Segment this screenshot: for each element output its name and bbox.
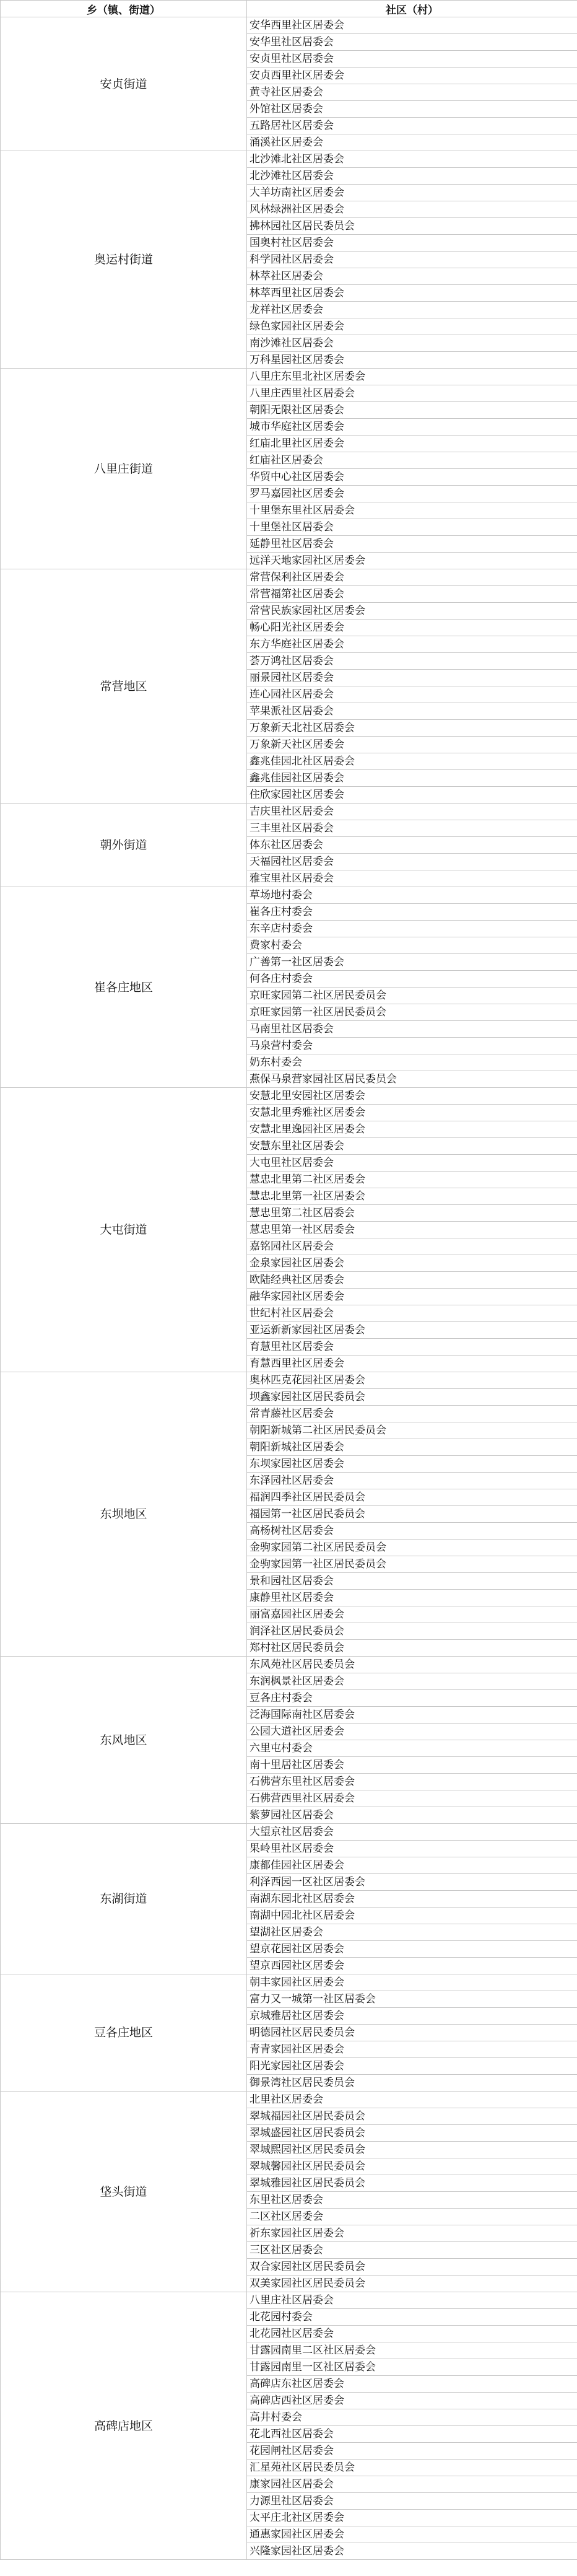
community-cell: 安慧北里安园社区居委会 xyxy=(247,1088,577,1105)
community-cell: 城市华庭社区居委会 xyxy=(247,419,577,436)
community-cell: 体东社区居委会 xyxy=(247,837,577,854)
community-cell: 御景湾社区居民委员会 xyxy=(247,2075,577,2092)
community-cell: 荟万鸿社区居委会 xyxy=(247,653,577,670)
community-cell: 何各庄村委会 xyxy=(247,971,577,988)
community-cell: 南湖中园北社区居委会 xyxy=(247,1908,577,1924)
community-cell: 鑫兆佳园北社区居委会 xyxy=(247,753,577,770)
community-cell: 通惠家园社区居委会 xyxy=(247,2526,577,2543)
community-cell: 融华家园社区居委会 xyxy=(247,1289,577,1305)
community-column-header: 社区（村） xyxy=(247,1,577,17)
community-cell: 朝阳无限社区居委会 xyxy=(247,402,577,419)
community-cell: 翠城熙园社区居民委员会 xyxy=(247,2142,577,2158)
community-cell: 安贞西里社区居委会 xyxy=(247,68,577,84)
community-cell: 安华西里社区居委会 xyxy=(247,17,577,34)
community-cell: 望湖社区居委会 xyxy=(247,1924,577,1941)
community-cell: 安慧北里秀雅社区居委会 xyxy=(247,1105,577,1121)
district-column-header: 乡（镇、街道） xyxy=(1,1,247,17)
table-body xyxy=(1,17,577,2560)
community-cell: 安贞里社区居委会 xyxy=(247,51,577,68)
table-row xyxy=(1,1824,577,1841)
community-cell: 欧陆经典社区居委会 xyxy=(247,1272,577,1289)
community-cell: 高杨树社区居委会 xyxy=(247,1523,577,1540)
community-cell: 大屯里社区居委会 xyxy=(247,1155,577,1172)
community-cell: 八里庄西里社区居委会 xyxy=(247,385,577,402)
community-cell: 罗马嘉园社区居委会 xyxy=(247,486,577,502)
community-cell: 三区社区居委会 xyxy=(247,2242,577,2259)
community-cell: 花园闸社区居委会 xyxy=(247,2443,577,2460)
community-cell: 翠城盛园社区居民委员会 xyxy=(247,2125,577,2142)
community-cell: 京旺家园第二社区居民委员会 xyxy=(247,988,577,1004)
table-row xyxy=(1,804,577,820)
community-cell: 安慧东里社区居委会 xyxy=(247,1138,577,1155)
community-cell: 涌溪社区居委会 xyxy=(247,134,577,151)
community-cell: 三丰里社区居委会 xyxy=(247,820,577,837)
community-cell: 广善第一社区居委会 xyxy=(247,954,577,971)
community-cell: 常青藤社区居委会 xyxy=(247,1406,577,1422)
community-cell: 马泉营村委会 xyxy=(247,1038,577,1054)
community-cell: 翠城馨园社区居民委员会 xyxy=(247,2158,577,2175)
community-cell: 常营保利社区居委会 xyxy=(247,569,577,586)
district-cell: 八里庄街道 xyxy=(1,369,247,569)
community-cell: 东辛店村委会 xyxy=(247,921,577,937)
community-cell: 五路居社区居委会 xyxy=(247,118,577,134)
table-row xyxy=(1,1088,577,1105)
table-row xyxy=(1,1657,577,1673)
community-cell: 龙祥社区居委会 xyxy=(247,302,577,318)
community-cell: 东方华庭社区居委会 xyxy=(247,636,577,653)
community-cell: 景和园社区居委会 xyxy=(247,1573,577,1590)
community-cell: 福园第一社区居民委员会 xyxy=(247,1506,577,1523)
community-cell: 青青家园社区居委会 xyxy=(247,2041,577,2058)
community-cell: 东润枫景社区居委会 xyxy=(247,1673,577,1690)
community-cell: 石佛营东里社区居委会 xyxy=(247,1774,577,1790)
community-cell: 金泉家园社区居委会 xyxy=(247,1255,577,1272)
community-cell: 二区社区居委会 xyxy=(247,2209,577,2225)
community-cell: 马南里社区居委会 xyxy=(247,1021,577,1038)
community-cell: 鑫兆佳园社区居委会 xyxy=(247,770,577,787)
district-cell: 常营地区 xyxy=(1,569,247,804)
community-cell: 拂林园社区居民委员会 xyxy=(247,218,577,235)
district-cell: 东湖街道 xyxy=(1,1824,247,1974)
community-cell: 兴隆家园社区居委会 xyxy=(247,2543,577,2560)
community-cell: 畅心阳光社区居委会 xyxy=(247,620,577,636)
district-cell: 崔各庄地区 xyxy=(1,887,247,1088)
community-cell: 天福园社区居委会 xyxy=(247,854,577,870)
community-cell: 北里社区居委会 xyxy=(247,2092,577,2108)
community-cell: 万象新天北社区居委会 xyxy=(247,720,577,737)
community-cell: 高碑店西社区居委会 xyxy=(247,2393,577,2409)
community-cell: 林萃西里社区居委会 xyxy=(247,285,577,302)
community-cell: 绿色家园社区居委会 xyxy=(247,318,577,335)
district-cell: 东风地区 xyxy=(1,1657,247,1824)
community-cell: 安华里社区居委会 xyxy=(247,34,577,51)
community-cell: 南沙滩社区居委会 xyxy=(247,335,577,352)
community-cell: 朝丰家园社区居委会 xyxy=(247,1974,577,1991)
community-cell: 高碑店东社区居委会 xyxy=(247,2376,577,2393)
community-cell: 公园大道社区居委会 xyxy=(247,1724,577,1740)
community-cell: 汇星苑社区居民委员会 xyxy=(247,2460,577,2476)
community-cell: 科学园社区居委会 xyxy=(247,252,577,268)
community-cell: 东里社区居委会 xyxy=(247,2192,577,2209)
community-cell: 泛海国际南社区居委会 xyxy=(247,1707,577,1724)
community-cell: 石佛营西里社区居委会 xyxy=(247,1790,577,1807)
community-cell: 黄寺社区居委会 xyxy=(247,84,577,101)
community-cell: 延静里社区居委会 xyxy=(247,536,577,553)
community-cell: 安慧北里逸园社区居委会 xyxy=(247,1121,577,1138)
community-cell: 康静里社区居委会 xyxy=(247,1590,577,1606)
community-cell: 育慧西里社区居委会 xyxy=(247,1356,577,1372)
district-cell: 垡头街道 xyxy=(1,2092,247,2292)
community-cell: 北花园村委会 xyxy=(247,2309,577,2326)
community-cell: 康家园社区居委会 xyxy=(247,2476,577,2493)
community-cell: 大羊坊南社区居委会 xyxy=(247,185,577,201)
community-cell: 郑村社区居民委员会 xyxy=(247,1640,577,1657)
community-cell: 育慧里社区居委会 xyxy=(247,1339,577,1356)
community-cell: 东风苑社区居民委员会 xyxy=(247,1657,577,1673)
table-row xyxy=(1,2092,577,2108)
community-cell: 坝鑫家园社区居民委员会 xyxy=(247,1389,577,1406)
community-cell: 吉庆里社区居委会 xyxy=(247,804,577,820)
community-cell: 紫萝园社区居委会 xyxy=(247,1807,577,1824)
community-cell: 朝阳新城社区居委会 xyxy=(247,1439,577,1456)
community-cell: 北沙滩社区居委会 xyxy=(247,168,577,185)
community-cell: 翠城福园社区居民委员会 xyxy=(247,2108,577,2125)
community-cell: 红庙社区居委会 xyxy=(247,452,577,469)
community-cell: 太平庄北社区居委会 xyxy=(247,2510,577,2526)
community-cell: 国奥村社区居委会 xyxy=(247,235,577,252)
community-cell: 阳光家园社区居委会 xyxy=(247,2058,577,2075)
community-cell: 高井村委会 xyxy=(247,2409,577,2426)
community-cell: 果岭里社区居委会 xyxy=(247,1841,577,1857)
community-cell: 红庙北里社区居委会 xyxy=(247,436,577,452)
community-cell: 八里庄东里北社区居委会 xyxy=(247,369,577,385)
community-cell: 外馆社区居委会 xyxy=(247,101,577,118)
community-cell: 世纪村社区居委会 xyxy=(247,1305,577,1322)
community-cell: 万象新天社区居委会 xyxy=(247,737,577,753)
community-cell: 八里庄社区居委会 xyxy=(247,2292,577,2309)
district-cell: 豆各庄地区 xyxy=(1,1974,247,2092)
community-cell: 翠城雅园社区居民委员会 xyxy=(247,2175,577,2192)
community-cell: 雅宝里社区居委会 xyxy=(247,870,577,887)
community-cell: 六里屯村委会 xyxy=(247,1740,577,1757)
community-cell: 常营福第社区居委会 xyxy=(247,586,577,603)
community-cell: 京城雅居社区居委会 xyxy=(247,2008,577,2025)
community-cell: 丽富嘉园社区居委会 xyxy=(247,1606,577,1623)
community-cell: 甘露园南里二区社区居委会 xyxy=(247,2342,577,2359)
table-row xyxy=(1,887,577,904)
table-row xyxy=(1,151,577,168)
community-cell: 明德园社区居民委员会 xyxy=(247,2025,577,2041)
community-cell: 万科星园社区居委会 xyxy=(247,352,577,369)
community-cell: 常营民族家园社区居委会 xyxy=(247,603,577,620)
community-cell: 双合家园社区居民委员会 xyxy=(247,2259,577,2276)
community-cell: 双美家园社区居民委员会 xyxy=(247,2276,577,2292)
community-cell: 远洋天地家园社区居委会 xyxy=(247,553,577,569)
table-row xyxy=(1,17,577,34)
community-cell: 慧忠北里第二社区居委会 xyxy=(247,1172,577,1188)
community-cell: 甘露园南里一区社区居委会 xyxy=(247,2359,577,2376)
community-cell: 风林绿洲社区居委会 xyxy=(247,201,577,218)
community-cell: 利泽西园一区社区居委会 xyxy=(247,1874,577,1891)
district-cell: 奥运村街道 xyxy=(1,151,247,369)
table-row xyxy=(1,2292,577,2309)
community-cell: 苹果派社区居委会 xyxy=(247,703,577,720)
community-cell: 富力又一城第一社区居委会 xyxy=(247,1991,577,2008)
community-cell: 花北西社区居委会 xyxy=(247,2426,577,2443)
community-cell: 华贸中心社区居委会 xyxy=(247,469,577,486)
community-cell: 北花园社区居委会 xyxy=(247,2326,577,2342)
community-cell: 京旺家园第一社区居民委员会 xyxy=(247,1004,577,1021)
community-cell: 望京花园社区居委会 xyxy=(247,1941,577,1958)
community-cell: 豆各庄村委会 xyxy=(247,1690,577,1707)
community-cell: 奶东村委会 xyxy=(247,1054,577,1071)
community-cell: 大望京社区居委会 xyxy=(247,1824,577,1841)
table-row xyxy=(1,1372,577,1389)
community-cell: 费家村委会 xyxy=(247,937,577,954)
community-cell: 住欣家园社区居委会 xyxy=(247,787,577,804)
community-cell: 奥林匹克花园社区居委会 xyxy=(247,1372,577,1389)
district-cell: 朝外街道 xyxy=(1,804,247,887)
community-cell: 亚运新新家园社区居委会 xyxy=(247,1322,577,1339)
community-cell: 金驹家园第一社区居民委员会 xyxy=(247,1556,577,1573)
district-cell: 高碑店地区 xyxy=(1,2292,247,2560)
district-cell: 安贞街道 xyxy=(1,17,247,151)
community-cell: 东坝家园社区居委会 xyxy=(247,1456,577,1473)
community-cell: 润泽社区居民委员会 xyxy=(247,1623,577,1640)
community-cell: 十里堡东里社区居委会 xyxy=(247,502,577,519)
district-cell: 东坝地区 xyxy=(1,1372,247,1657)
community-cell: 慧忠里第二社区居委会 xyxy=(247,1205,577,1222)
community-cell: 慧忠北里第一社区居委会 xyxy=(247,1188,577,1205)
community-cell: 丽景园社区居委会 xyxy=(247,670,577,686)
community-cell: 草场地村委会 xyxy=(247,887,577,904)
community-cell: 林萃社区居委会 xyxy=(247,268,577,285)
table-row xyxy=(1,569,577,586)
header-row xyxy=(1,1,577,17)
district-cell: 大屯街道 xyxy=(1,1088,247,1372)
community-cell: 康都佳园社区居委会 xyxy=(247,1857,577,1874)
community-cell: 福润四季社区居民委员会 xyxy=(247,1489,577,1506)
community-cell: 慧忠里第一社区居委会 xyxy=(247,1222,577,1238)
community-cell: 北沙滩北社区居委会 xyxy=(247,151,577,168)
community-cell: 崔各庄村委会 xyxy=(247,904,577,921)
community-cell: 嘉铭园社区居委会 xyxy=(247,1238,577,1255)
table-row xyxy=(1,369,577,385)
community-cell: 金驹家园第二社区居民委员会 xyxy=(247,1540,577,1556)
community-cell: 十里堡社区居委会 xyxy=(247,519,577,536)
community-cell: 连心园社区居委会 xyxy=(247,686,577,703)
community-cell: 祈东家园社区居委会 xyxy=(247,2225,577,2242)
table-row xyxy=(1,1974,577,1991)
community-cell: 力源里社区居委会 xyxy=(247,2493,577,2510)
community-cell: 望京西园社区居委会 xyxy=(247,1958,577,1974)
community-cell: 南十里居社区居委会 xyxy=(247,1757,577,1774)
community-cell: 燕保马泉营家园社区居民委员会 xyxy=(247,1071,577,1088)
community-cell: 南湖东园北社区居委会 xyxy=(247,1891,577,1908)
community-cell: 朝阳新城第二社区居民委员会 xyxy=(247,1422,577,1439)
community-cell: 东泽园社区居委会 xyxy=(247,1473,577,1489)
